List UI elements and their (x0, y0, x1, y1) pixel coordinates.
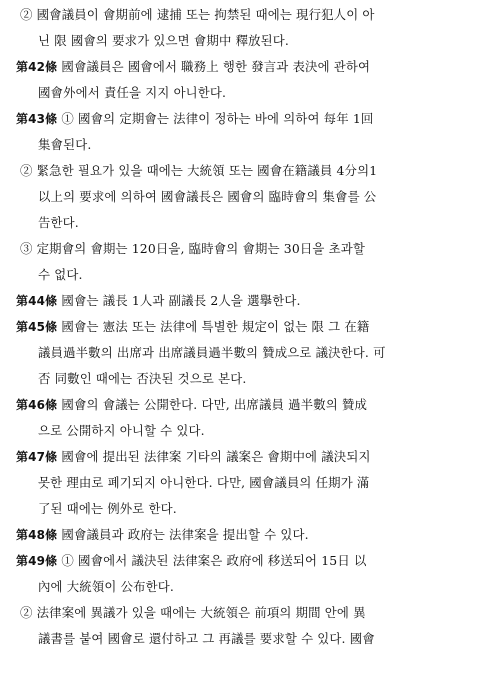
line-text: 國會外에서 責任을 지지 아니한다. (38, 85, 227, 100)
line-text: ③ 定期會의 會期는 120日을, 臨時會의 會期는 30日을 초과할 (20, 241, 365, 256)
text-line (16, 132, 486, 158)
text-line (16, 418, 486, 444)
line-text: 못한 理由로 폐기되지 아니한다. 다만, 國會議員의 任期가 滿 (38, 475, 370, 490)
article-number: 第47條 (16, 450, 58, 464)
article-number: 第45條 (16, 320, 58, 334)
text-line (16, 184, 486, 210)
line-text: 닌 限 國會의 要求가 있으면 會期中 釋放된다. (38, 33, 289, 48)
text-line (16, 392, 486, 418)
line-text: 으로 公開하지 아니할 수 있다. (38, 423, 205, 438)
text-line (16, 236, 486, 262)
text-line (16, 314, 486, 340)
line-text: 否 同數인 때에는 否決된 것으로 본다. (38, 371, 247, 386)
text-line (16, 626, 486, 652)
text-line (16, 2, 486, 28)
text-line (16, 80, 486, 106)
line-text: 國會에 提出된 法律案 기타의 議案은 會期中에 議決되지 (57, 449, 371, 464)
line-text: 告한다. (38, 215, 79, 230)
line-text: 集會된다. (38, 137, 92, 152)
line-text: 國會의 會議는 公開한다. 다만, 出席議員 過半數의 贊成 (57, 397, 368, 412)
text-line (16, 210, 486, 236)
text-line (16, 106, 486, 132)
text-line (16, 548, 486, 574)
article-number: 第43條 (16, 112, 58, 126)
line-text: 國會는 議長 1人과 副議長 2人을 選擧한다. (57, 293, 301, 308)
line-text: ① 國會에서 議決된 法律案은 政府에 移送되어 15日 以 (57, 553, 367, 568)
line-text: 了된 때에는 例外로 한다. (38, 501, 177, 516)
text-line (16, 340, 486, 366)
text-line (16, 366, 486, 392)
line-text: 內에 大統領이 公布한다. (38, 579, 174, 594)
article-number: 第44條 (16, 294, 58, 308)
text-line (16, 158, 486, 184)
line-text: 議員過半數의 出席과 出席議員過半數의 贊成으로 議決한다. 可 (38, 345, 386, 360)
line-text: 國會議員과 政府는 法律案을 提出할 수 있다. (57, 527, 309, 542)
line-text: ② 緊急한 필요가 있을 때에는 大統領 또는 國會在籍議員 4分의1 (20, 163, 378, 178)
text-line (16, 54, 486, 80)
line-text: 國會는 憲法 또는 法律에 특별한 規定이 없는 限 그 在籍 (57, 319, 370, 334)
text-line (16, 28, 486, 54)
line-text: ② 法律案에 異議가 있을 때에는 大統領은 前項의 期間 안에 異 (20, 605, 366, 620)
text-line (16, 574, 486, 600)
article-number: 第48條 (16, 528, 58, 542)
line-text: 以上의 要求에 의하여 國會議長은 國會의 臨時會의 集會를 公 (38, 189, 377, 204)
article-number: 第42條 (16, 60, 58, 74)
text-line (16, 496, 486, 522)
text-line (16, 470, 486, 496)
article-number: 第49條 (16, 554, 58, 568)
text-line (16, 262, 486, 288)
line-text: ② 國會議員이 會期前에 逮捕 또는 拘禁된 때에는 現行犯人이 아 (20, 7, 375, 22)
text-line (16, 600, 486, 626)
line-text: ① 國會의 定期會는 法律이 정하는 바에 의하여 每年 1回 (57, 111, 374, 126)
text-line (16, 522, 486, 548)
line-text: 國會議員은 國會에서 職務上 행한 發言과 表決에 관하여 (57, 59, 371, 74)
article-number: 第46條 (16, 398, 58, 412)
text-line (16, 288, 486, 314)
text-line (16, 444, 486, 470)
line-text: 議書를 붙여 國會로 還付하고 그 再議를 要求할 수 있다. 國會 (38, 631, 375, 646)
line-text: 수 없다. (38, 267, 83, 282)
